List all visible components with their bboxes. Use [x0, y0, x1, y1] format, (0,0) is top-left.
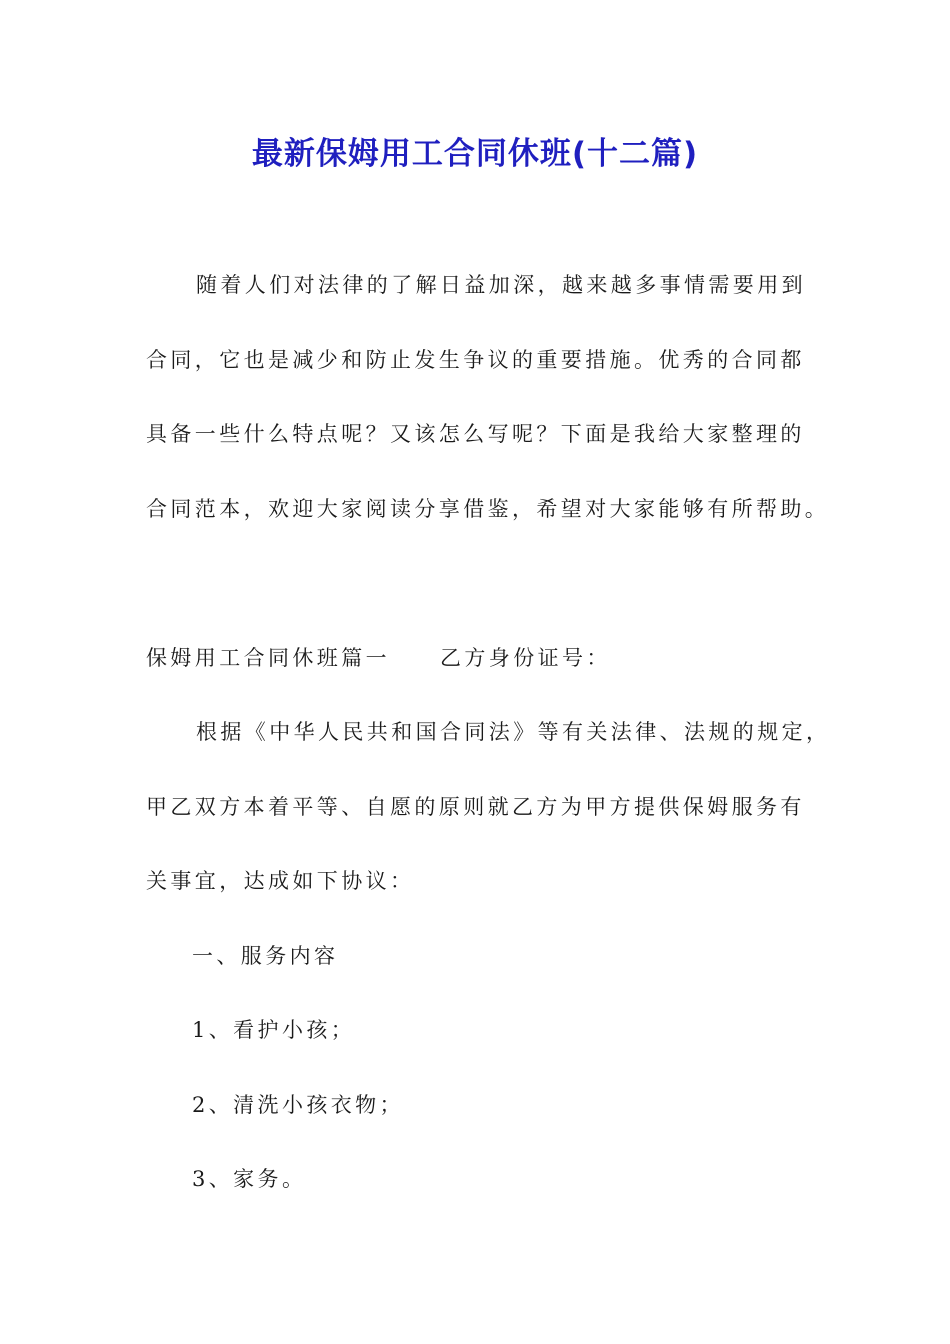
list-item: 2、清洗小孩衣物；: [192, 1093, 404, 1117]
intro-line-3: 具备一些什么特点呢？又该怎么写呢？下面是我给大家整理的: [146, 422, 805, 446]
intro-line-2: 合同，它也是减少和防止发生争议的重要措施。优秀的合同都: [146, 348, 805, 372]
section-heading-suffix: 乙方身份证号：: [440, 646, 611, 670]
body-line-3: 关事宜，达成如下协议：: [146, 869, 415, 893]
list-item: 1、看护小孩；: [192, 1018, 356, 1042]
section-heading-line: [146, 643, 826, 673]
intro-line-1: 随着人们对法律的了解日益加深，越来越多事情需要用到: [196, 273, 806, 297]
list-item: 3、家务。: [192, 1167, 307, 1191]
body-line-1: 根据《中华人民共和国合同法》等有关法律、法规的规定，: [196, 720, 831, 744]
body-line-2: 甲乙双方本着平等、自愿的原则就乙方为甲方提供保姆服务有: [146, 795, 805, 819]
document-title: 最新保姆用工合同休班(十二篇): [251, 136, 699, 172]
intro-line-4: 合同范本，欢迎大家阅读分享借鉴，希望对大家能够有所帮助。: [146, 497, 830, 521]
clause-heading: 一、服务内容: [192, 944, 339, 968]
section-heading: 保姆用工合同休班篇一: [146, 646, 390, 670]
